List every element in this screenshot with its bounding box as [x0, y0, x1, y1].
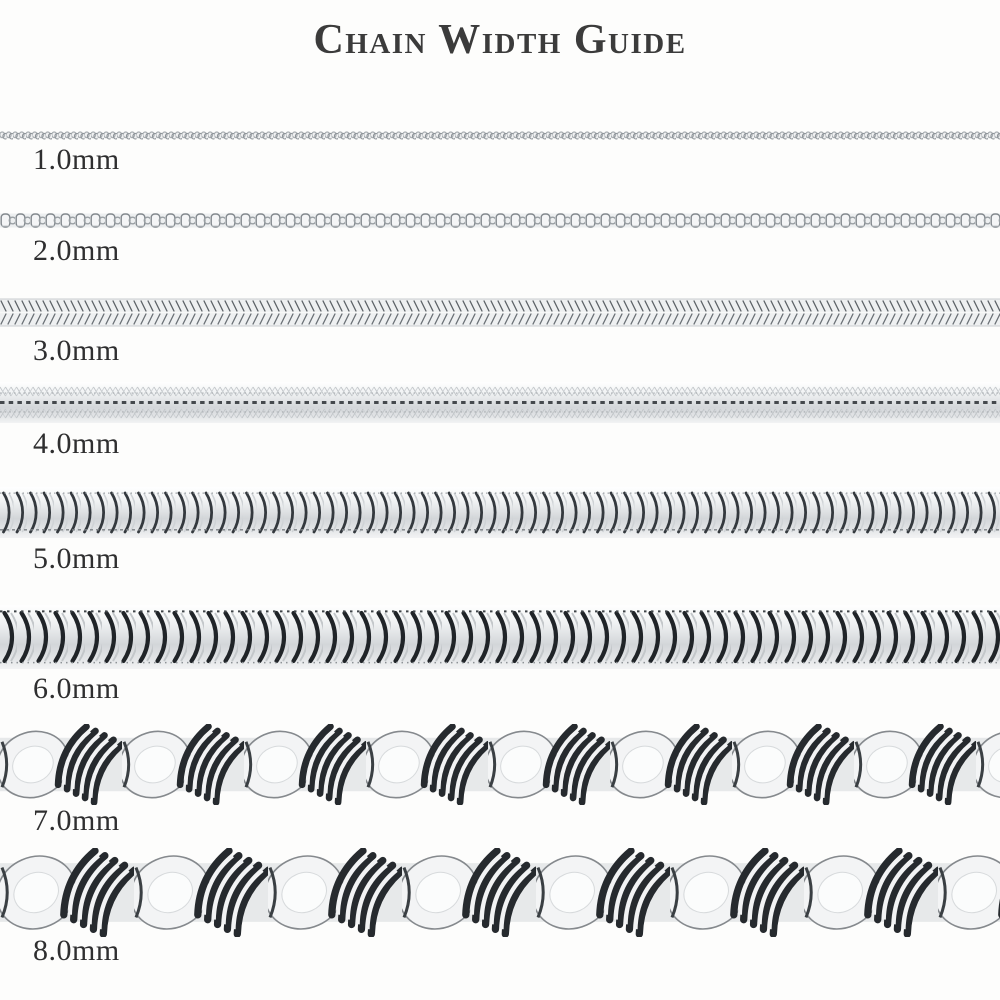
- chain-width-label: 5.0mm: [33, 542, 120, 575]
- chain-width-label: 4.0mm: [33, 427, 120, 460]
- chain-image-rope: [0, 724, 1000, 805]
- chain-image-snake: [0, 382, 1000, 423]
- page-title: Chain Width Guide: [313, 17, 687, 63]
- chain-image-snake-bold: [0, 487, 1000, 538]
- chain-width-label: 1.0mm: [33, 143, 120, 176]
- chain-image-snake-heavy: [0, 605, 1000, 669]
- chain-image-box-fine: [0, 131, 1000, 140]
- chain-image-snake-fine: [0, 297, 1000, 328]
- chain-image-rope: [0, 848, 1000, 937]
- chain-width-label: 8.0mm: [33, 934, 120, 967]
- chain-image-box: [0, 211, 1000, 230]
- chain-width-label: 6.0mm: [33, 672, 120, 705]
- chain-width-label: 3.0mm: [33, 334, 120, 367]
- chain-width-label: 2.0mm: [33, 234, 120, 267]
- chain-width-label: 7.0mm: [33, 804, 120, 837]
